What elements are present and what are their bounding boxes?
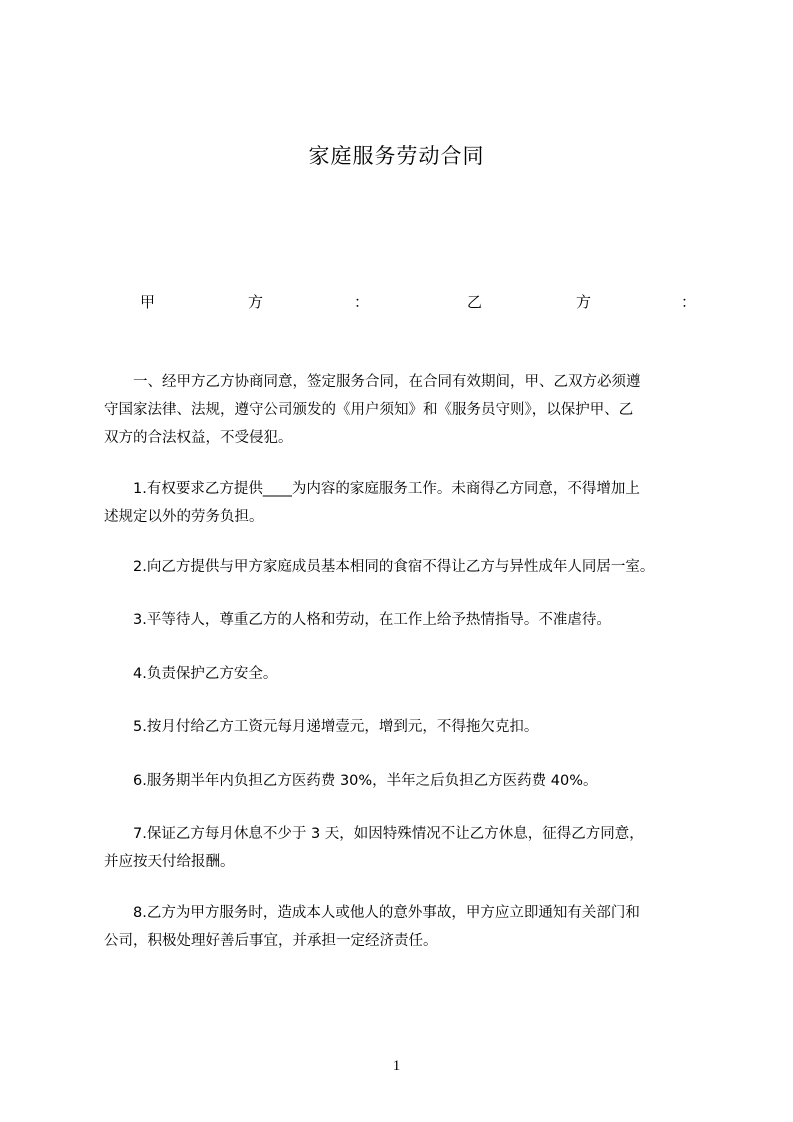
clause-2 (104, 553, 704, 581)
party-a-char-1: 甲 (140, 293, 156, 311)
clause-8 (104, 899, 704, 955)
paragraph-line: 一、经甲方乙方协商同意，签定服务合同，在合同有效期间，甲、乙双方必须遵 (104, 374, 641, 390)
paragraph-line: 8.乙方为甲方服务时，造成本人或他人的意外事故，甲方应立即通知有关部门和 (104, 905, 640, 921)
paragraph-line: 5.按月付给乙方工资元每月递增壹元，增到元，不得拖欠克扣。 (104, 719, 539, 735)
paragraph-line: 4.负责保护乙方安全。 (104, 666, 278, 682)
paragraph-line: 6.服务期半年内负担乙方医药费 30%，半年之后负担乙方医药费 40%。 (104, 773, 598, 789)
clause-3 (104, 606, 704, 634)
page-number: 1 (392, 1058, 401, 1074)
paragraph-line: 并应按天付给报酬。 (104, 854, 235, 870)
clause-6 (104, 767, 704, 795)
section-1-paragraph (104, 368, 704, 452)
clause-7 (104, 820, 704, 876)
paragraph-line: 双方的合法权益，不受侵犯。 (104, 430, 293, 446)
paragraph-line: 2.向乙方提供与甲方家庭成员基本相同的食宿不得让乙方与异性成年人同居一室。 (104, 559, 655, 575)
paragraph-line: 守国家法律、法规，遵守公司颁发的《用户须知》和《服务员守则》，以保护甲、乙 (104, 402, 634, 418)
party-b-char-2: 方 (576, 293, 592, 311)
party-a-char-2: 方 (248, 293, 264, 311)
paragraph-line: 7.保证乙方每月休息不少于 3 天，如因特殊情况不让乙方休息，征得乙方同意， (104, 826, 644, 842)
paragraph-line: 述规定以外的劳务负担。 (104, 509, 264, 525)
document-title: 家庭服务劳动合同 (308, 144, 485, 168)
clause-4 (104, 660, 704, 688)
paragraph-line: 3.平等待人，尊重乙方的人格和劳动，在工作上给予热情指导。不准虐待。 (104, 612, 611, 628)
clause-5 (104, 713, 704, 741)
paragraph-line: 1.有权要求乙方提供____为内容的家庭服务工作。未商得乙方同意，不得增加上 (104, 481, 640, 497)
clause-1 (104, 475, 704, 531)
party-a-colon: ： (354, 293, 370, 311)
party-b-colon: ： (681, 293, 697, 311)
party-b-char-1: 乙 (467, 293, 483, 311)
party-line (140, 290, 696, 314)
paragraph-line: 公司，积极处理好善后事宜，并承担一定经济责任。 (104, 933, 438, 949)
